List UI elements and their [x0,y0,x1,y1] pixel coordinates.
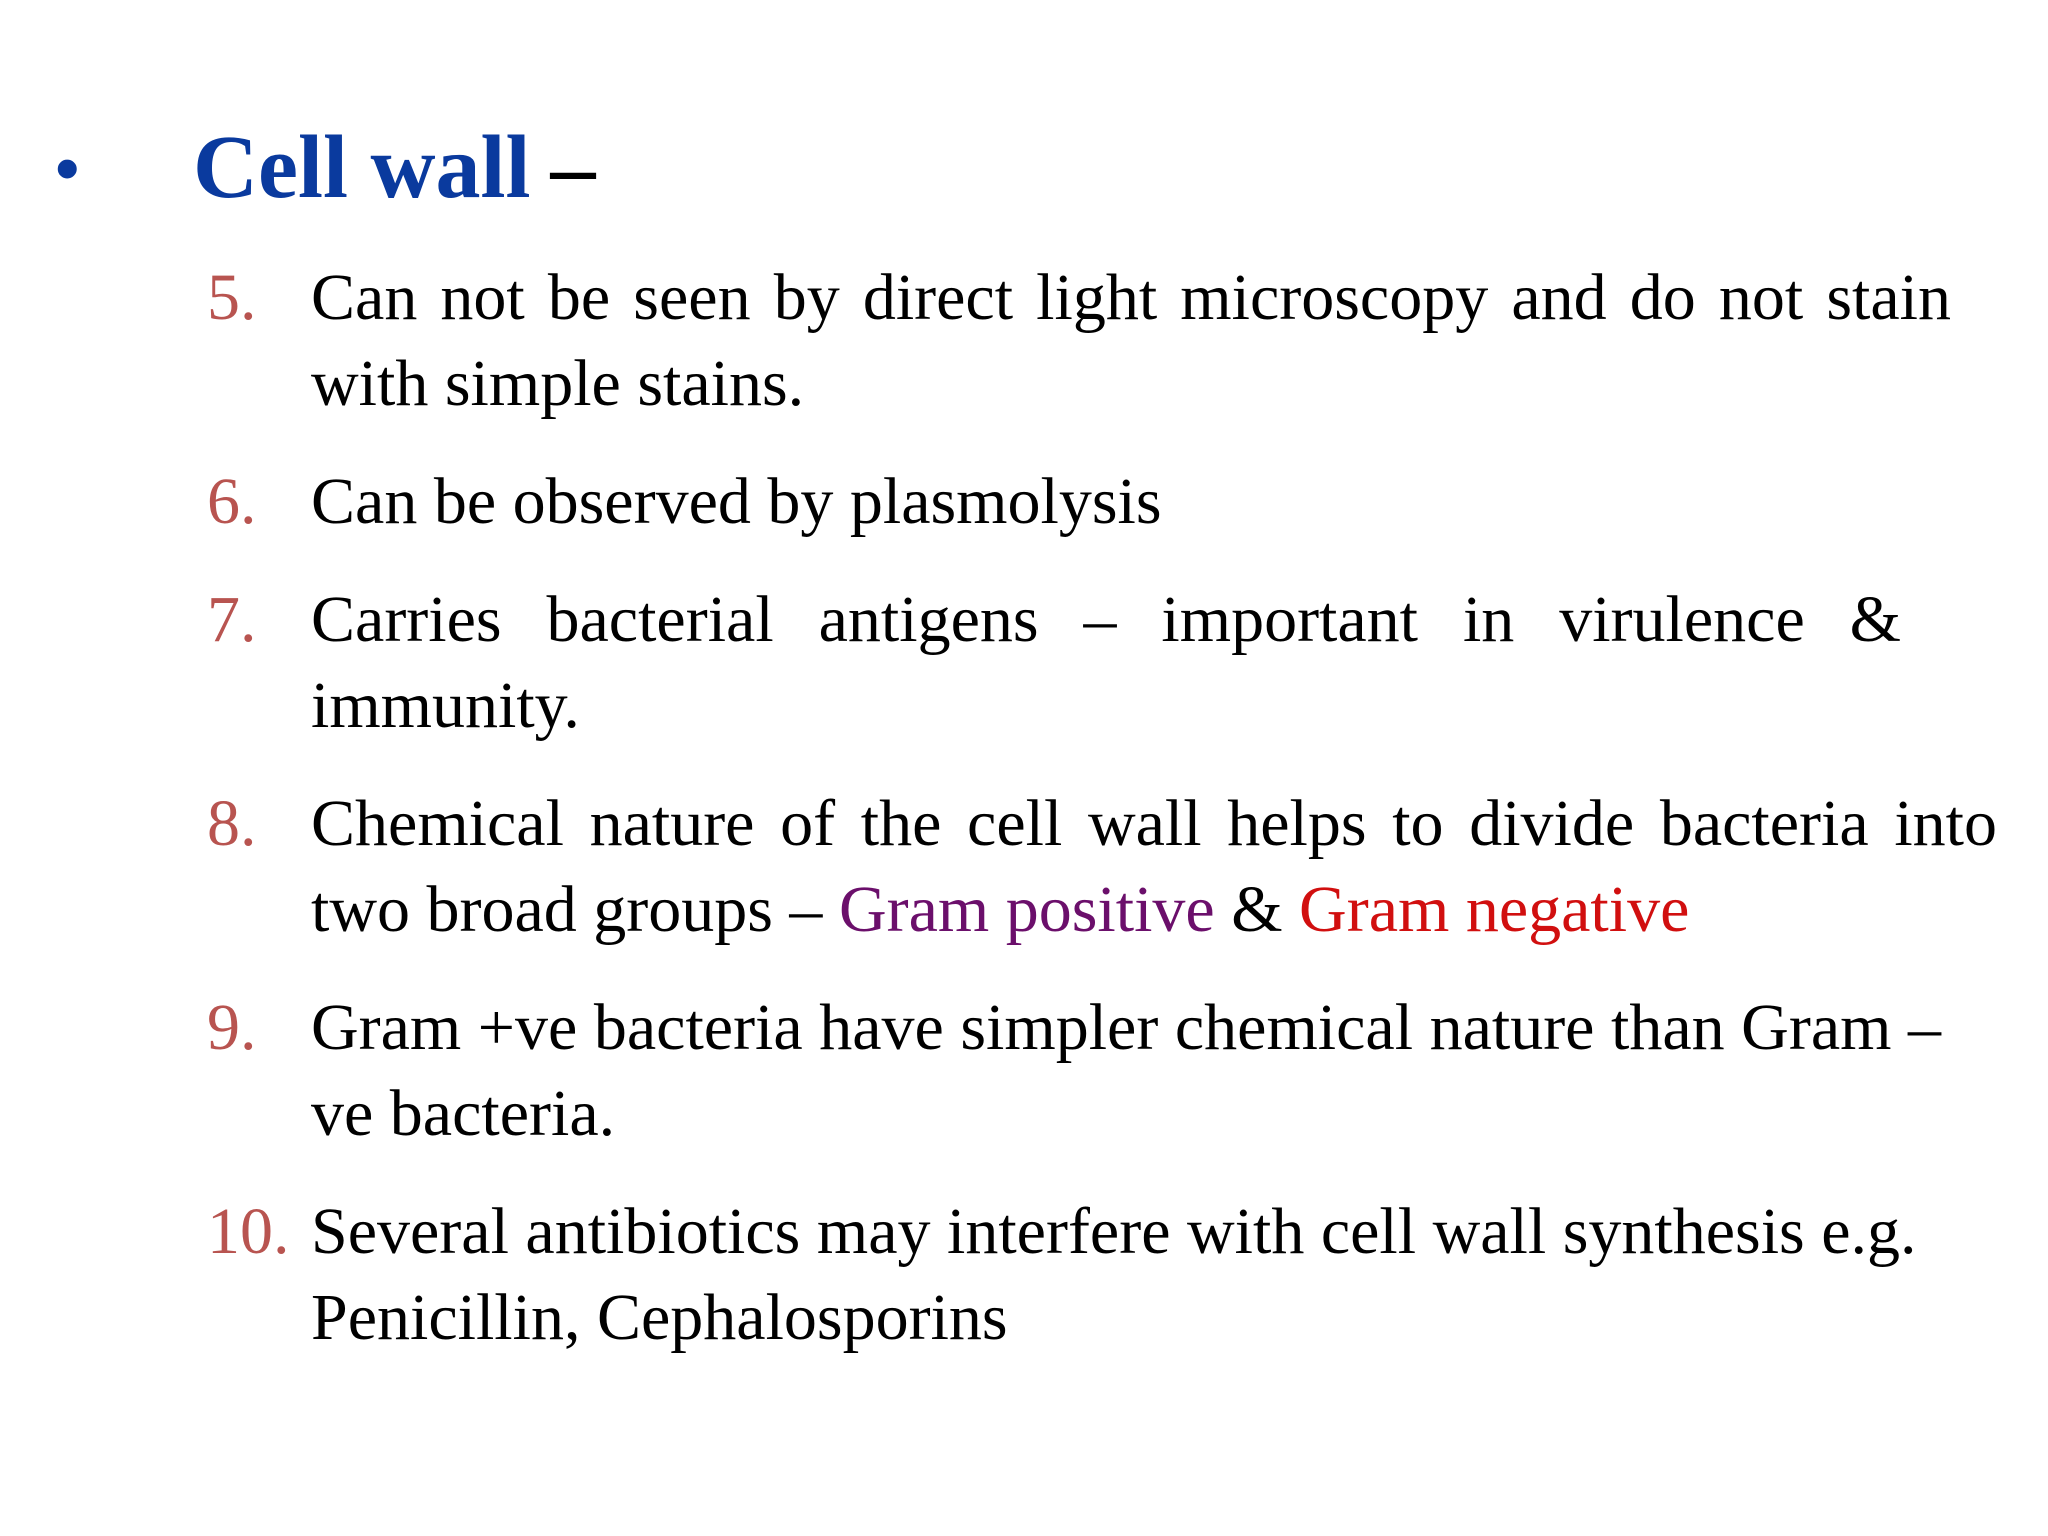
item-text-part: Chemical nature of the cell wall helps to divide bacteria into two broad groups – [311,787,1997,946]
item-number: 6. [207,465,257,538]
list-item [207,459,1997,545]
item-number: 8. [207,787,257,860]
title-wrap [193,118,595,218]
item-text [311,781,1997,953]
slide-title: Cell wall [193,118,531,217]
item-text: Carries bacterial antigens – important in virulence & immunity. [311,583,1901,742]
item-text-part: & [1214,873,1300,946]
list-item [207,781,1997,953]
list-item [207,255,1997,427]
list-item [207,1189,1997,1361]
numbered-list [207,255,1997,1393]
item-number: 10. [207,1195,290,1268]
list-item [207,577,1997,749]
item-text: Can be observed by plasmolysis [311,465,1162,538]
title-dash: – [550,118,596,217]
item-text: Gram +ve bacteria have simpler chemical nature than Gram –ve bacteria. [311,991,1941,1150]
list-item [207,985,1997,1157]
gram-negative-label: Gram negative [1299,873,1690,946]
item-text: Can not be seen by direct light microscopy and do not stain with simple stains. [311,261,1951,420]
item-number: 5. [207,261,257,334]
item-text: Several antibiotics may interfere with cell wall synthesis e.g. Penicillin, Cephalosporins [311,1195,1917,1354]
bullet-icon: • [55,129,80,207]
item-number: 7. [207,583,257,656]
gram-positive-label: Gram positive [838,873,1215,946]
item-number: 9. [207,991,257,1064]
